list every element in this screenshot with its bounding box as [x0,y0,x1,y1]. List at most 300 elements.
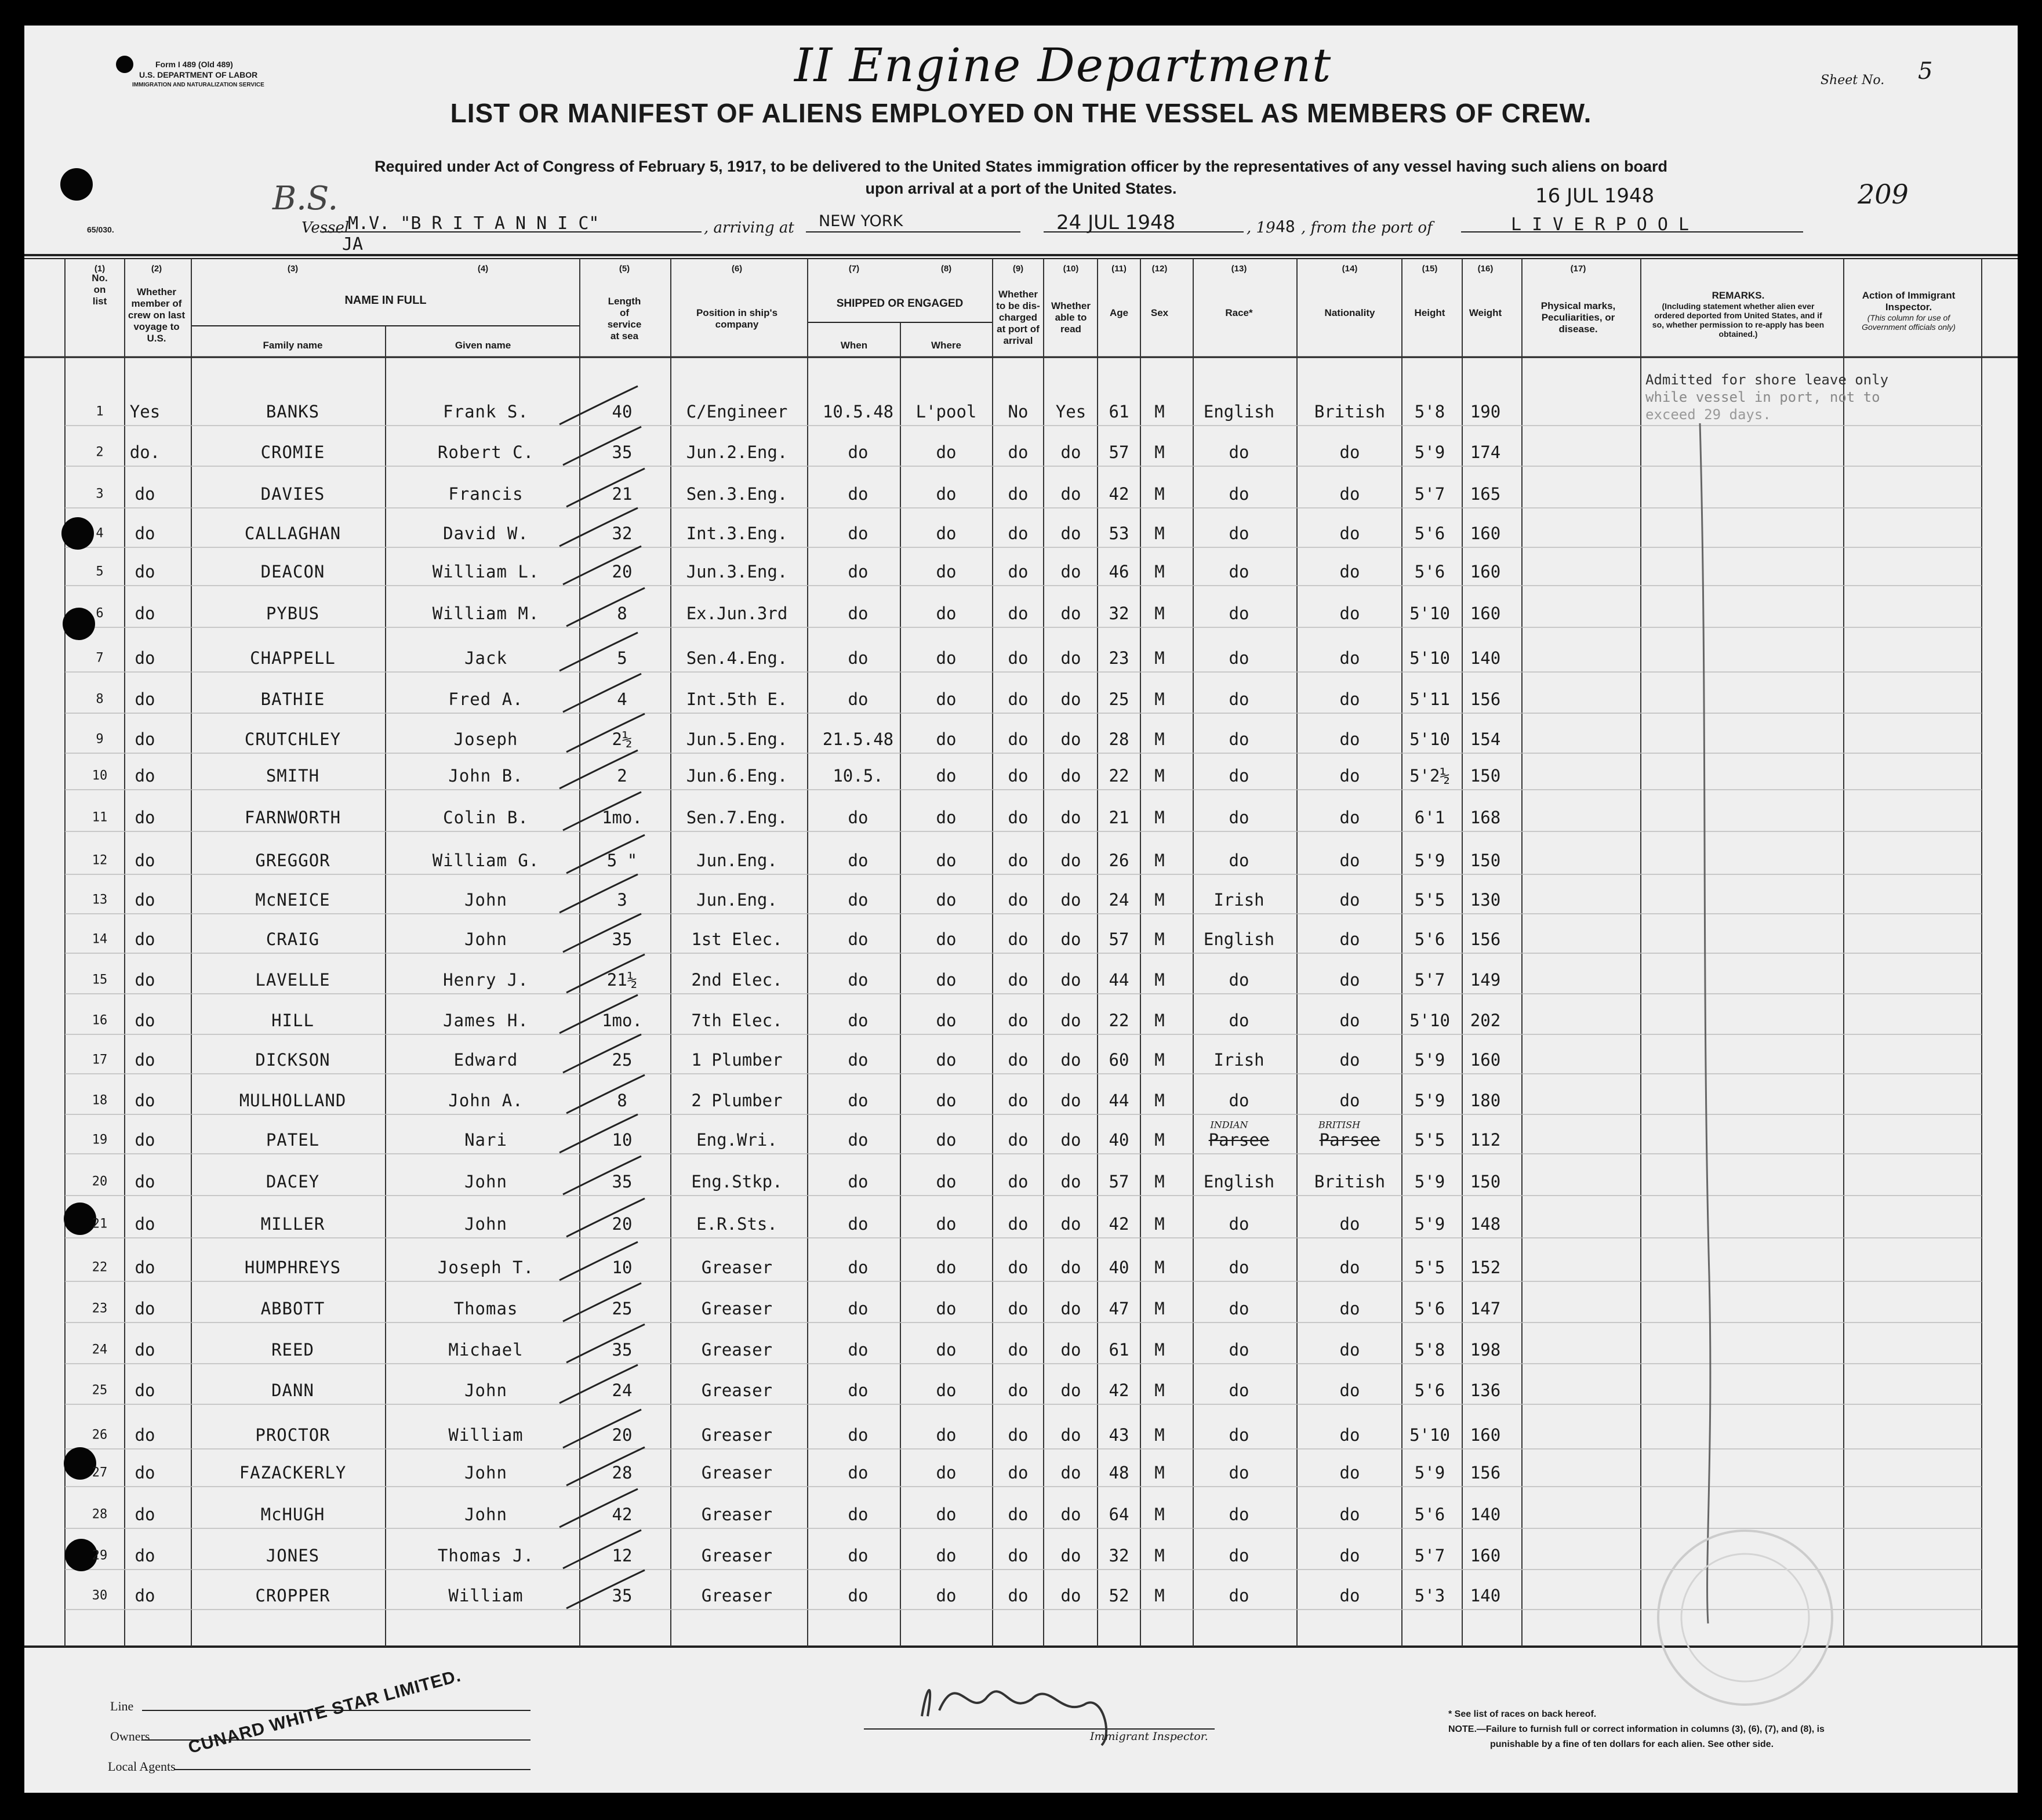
row-family-name: CRUTCHLEY [244,729,341,749]
row-sex: M [1154,729,1165,749]
row-family-name: McHUGH [260,1505,325,1524]
row-position: E.R.Sts. [696,1214,777,1234]
row-family-name: PROCTOR [255,1425,330,1445]
row-race: do [1229,562,1249,582]
row-able-to-read: do [1060,1381,1081,1400]
column-number: (9) [1012,264,1024,274]
row-number: 23 [92,1301,108,1316]
row-able-to-read: do [1060,648,1081,668]
row-position: 2 Plumber [691,1091,783,1110]
row-given-name: Colin B. [443,808,529,827]
row-nationality: do [1339,442,1360,462]
row-height: 5'9 [1414,442,1445,462]
row-number: 28 [92,1507,108,1522]
row-given-name: William M. [432,604,540,623]
row-nationality: do [1339,1340,1360,1360]
column-number: (15) [1422,264,1438,274]
row-nationality: do [1339,1463,1360,1483]
row-weight: 130 [1470,890,1501,910]
row-sex: M [1154,1299,1165,1318]
row-nationality: do [1339,766,1360,786]
column-number: (13) [1231,264,1247,274]
row-member: do [135,1381,155,1400]
row-height: 5'9 [1414,1172,1445,1191]
row-length-service: 28 [612,1463,633,1483]
manifest-subtitle-2: upon arrival at a port of the United States. [865,180,1177,197]
row-length-service: 5 " [606,851,638,870]
row-position: Greaser [701,1586,773,1605]
row-sex: M [1154,851,1165,870]
header-race: Race* [1225,307,1253,318]
header-age: Age [1109,307,1129,318]
row-discharged: do [1008,1172,1029,1191]
row-discharged: do [1008,1214,1029,1234]
row-given-name: John [464,1381,507,1400]
row-number: 27 [92,1465,108,1480]
row-when: do [848,689,869,709]
row-race: do [1229,1299,1249,1318]
row-member: do [135,689,155,709]
row-number: 16 [92,1013,108,1028]
row-discharged: do [1008,729,1029,749]
row-given-name: Fred A. [448,689,524,709]
row-member: do [135,562,155,582]
row-when: do [848,970,869,990]
row-age: 48 [1109,1463,1129,1483]
row-weight: 150 [1470,851,1501,870]
row-age: 60 [1109,1050,1129,1070]
row-height: 5'6 [1414,524,1445,543]
header-no: No. on list [92,273,108,307]
row-member: do [135,484,155,504]
row-able-to-read: do [1060,1091,1081,1110]
row-weight: 198 [1470,1340,1501,1360]
row-family-name: JONES [266,1546,320,1565]
row-member: do [135,1050,155,1070]
row-number: 21 [92,1216,108,1232]
row-where: do [936,484,957,504]
row-number: 3 [96,486,104,502]
row-able-to-read: Yes [1055,402,1087,422]
row-discharged: No [1008,402,1029,422]
row-where: do [936,970,957,990]
row-sex: M [1154,1258,1165,1277]
header-shipped: SHIPPED OR ENGAGED [836,297,964,310]
row-when: do [848,1130,869,1150]
row-length-service: 4 [617,689,627,709]
row-family-name: CROPPER [255,1586,330,1605]
row-able-to-read: do [1060,1340,1081,1360]
footer-agents-label: Local Agents [108,1759,176,1774]
row-height: 5'6 [1414,1299,1445,1318]
row-height: 5'8 [1414,402,1445,422]
row-position: Int.5th E. [686,689,788,709]
row-member: do [135,1463,155,1483]
row-height: 5'7 [1414,970,1445,990]
row-length-service: 40 [612,402,633,422]
remarks-text [1645,371,1888,423]
manifest-title: LIST OR MANIFEST OF ALIENS EMPLOYED ON THE VESSEL AS MEMBERS OF CREW. [450,98,1592,128]
row-weight: 160 [1470,562,1501,582]
row-position: Greaser [701,1340,773,1360]
row-member: Yes [129,402,161,422]
row-when: do [848,1091,869,1110]
header-where: Where [931,340,961,351]
row-given-name: David W. [443,524,529,543]
column-number: (8) [940,264,952,274]
row-weight: 150 [1470,766,1501,786]
row-weight: 148 [1470,1214,1501,1234]
row-member: do [135,851,155,870]
row-able-to-read: do [1060,1050,1081,1070]
row-when: do [848,604,869,623]
row-when: do [848,1299,869,1318]
column-number: (6) [731,264,743,274]
row-discharged: do [1008,851,1029,870]
row-discharged: do [1008,562,1029,582]
row-where: do [936,1299,957,1318]
row-race: Parsee [1208,1130,1270,1150]
remarks-line-3: exceed 29 days. [1645,406,1771,423]
header-read: Whether able to read [1051,300,1091,335]
row-when: do [848,1214,869,1234]
row-discharged: do [1008,808,1029,827]
header-weight: Weight [1469,307,1502,318]
row-position: 1st Elec. [691,929,783,949]
row-race: Irish [1213,1050,1265,1070]
punch-hole [64,1447,96,1480]
row-length-service: 35 [612,442,633,462]
row-where: do [936,1463,957,1483]
row-discharged: do [1008,1050,1029,1070]
punch-hole [116,56,133,73]
row-when: do [848,1340,869,1360]
column-number: (3) [287,264,299,274]
row-discharged: do [1008,1340,1029,1360]
row-family-name: BATHIE [260,689,325,709]
row-age: 42 [1109,1214,1129,1234]
row-age: 61 [1109,402,1129,422]
row-length-service: 2½ [612,729,633,749]
row-position: Greaser [701,1425,773,1445]
row-able-to-read: do [1060,562,1081,582]
row-discharged: do [1008,524,1029,543]
row-height: 5'2½ [1409,766,1450,786]
row-able-to-read: do [1060,1214,1081,1234]
row-weight: 202 [1470,1011,1501,1030]
date-stamp: 16 JUL 1948 [1535,184,1655,208]
row-height: 5'9 [1414,1091,1445,1110]
sheet-label: Sheet No. [1821,73,1885,88]
row-position: Ex.Jun.3rd [686,604,788,623]
row-height: 6'1 [1414,808,1445,827]
row-where: do [936,1091,957,1110]
row-number: 24 [92,1342,108,1357]
row-where: do [936,1340,957,1360]
row-position: Greaser [701,1381,773,1400]
row-given-name: Francis [448,484,524,504]
row-member: do [135,766,155,786]
row-length-service: 20 [612,562,633,582]
header-when: When [840,340,868,351]
row-given-name: John [464,929,507,949]
vessel-ja: JA [342,234,364,255]
row-weight: 156 [1470,689,1501,709]
row-weight: 174 [1470,442,1501,462]
row-number: 5 [96,564,104,579]
row-when: do [848,1425,869,1445]
check-slash [566,588,645,626]
row-family-name: DEACON [260,562,325,582]
row-height: 5'9 [1414,851,1445,870]
check-slash [566,1075,645,1113]
note-races: * See list of races on back hereof. [1448,1709,1597,1719]
row-sex: M [1154,1586,1165,1605]
row-discharged: do [1008,1546,1029,1565]
row-when: do [848,442,869,462]
row-family-name: DAVIES [260,484,325,504]
row-nationality: do [1339,1214,1360,1234]
row-age: 44 [1109,1091,1129,1110]
row-where: do [936,1172,957,1191]
row-nationality: do [1339,1381,1360,1400]
row-height: 5'7 [1414,484,1445,504]
row-length-service: 3 [617,890,627,910]
column-number: (14) [1342,264,1358,274]
row-length-service: 8 [617,1091,627,1110]
row-where: do [936,648,957,668]
row-given-name: William L. [432,562,540,582]
row-able-to-read: do [1060,970,1081,990]
row-member: do [135,1130,155,1150]
row-where: do [936,1546,957,1565]
action-note: (This column for use of Government officials only) [1862,313,1956,332]
row-given-name: John A. [448,1091,524,1110]
row-discharged: do [1008,1586,1029,1605]
row-length-service: 32 [612,524,633,543]
row-nationality: do [1339,562,1360,582]
row-where: L'pool [915,402,977,422]
row-number: 10 [92,768,108,783]
row-race: do [1229,1546,1249,1565]
row-position: Jun.6.Eng. [686,766,788,786]
row-number: 4 [96,526,104,541]
row-family-name: PYBUS [266,604,320,623]
row-when: do [848,1586,869,1605]
row-given-name: John [464,1463,507,1483]
row-discharged: do [1008,442,1029,462]
row-weight: 160 [1470,1050,1501,1070]
check-slash [566,714,645,752]
row-race: do [1229,1011,1249,1030]
row-given-name: William G. [432,851,540,870]
row-race: do [1229,1463,1249,1483]
row-where: do [936,1586,957,1605]
row-given-name: John [464,1172,507,1191]
row-position: Jun.2.Eng. [686,442,788,462]
row-able-to-read: do [1060,808,1081,827]
remarks-title: REMARKS. [1712,290,1765,301]
row-height: 5'9 [1414,1050,1445,1070]
row-race: do [1229,1258,1249,1277]
row-family-name: GREGGOR [255,851,330,870]
row-weight: 150 [1470,1172,1501,1191]
row-nationality: do [1339,729,1360,749]
row-height: 5'8 [1414,1340,1445,1360]
row-nationality: do [1339,851,1360,870]
header-name: NAME IN FULL [344,294,427,307]
row-height: 5'11 [1409,689,1450,709]
page-number: 209 [1858,179,1909,210]
row-age: 24 [1109,890,1129,910]
action-title: Action of Immigrant Inspector. [1862,290,1956,313]
row-age: 57 [1109,929,1129,949]
header-given: Given name [455,340,511,351]
row-sex: M [1154,1172,1165,1191]
row-race: do [1229,1425,1249,1445]
row-race: do [1229,1091,1249,1110]
row-sex: M [1154,648,1165,668]
row-sex: M [1154,524,1165,543]
row-weight: 140 [1470,1505,1501,1524]
section-handwritten: II Engine Department [794,38,1332,92]
row-position: Jun.Eng. [696,890,777,910]
arriving-label: , arriving at [704,219,794,237]
handwritten-mark: B.S. [272,180,339,217]
row-when: do [848,1381,869,1400]
row-race: do [1229,1381,1249,1400]
row-race: do [1229,442,1249,462]
row-family-name: ABBOTT [260,1299,325,1318]
row-age: 22 [1109,766,1129,786]
row-family-name: CHAPPELL [250,648,336,668]
row-able-to-read: do [1060,890,1081,910]
row-given-name: John [464,1214,507,1234]
row-discharged: do [1008,766,1029,786]
agent-stamp: CUNARD WHITE STAR LIMITED. [186,1666,463,1758]
header-discharged: Whether to be dis-charged at port of arrival [996,289,1040,346]
row-given-name: William [448,1425,524,1445]
row-length-service: 20 [612,1425,633,1445]
row-weight: 112 [1470,1130,1501,1150]
row-family-name: FARNWORTH [244,808,341,827]
footer-line-label: Line [110,1699,134,1713]
header-remarks [1651,290,1825,339]
row-age: 43 [1109,1425,1129,1445]
row-family-name: DICKSON [255,1050,330,1070]
header-member: Whether member of crew on last voyage to U.S. [128,286,186,344]
row-given-name: John [464,890,507,910]
row-number: 19 [92,1132,108,1147]
row-position: Sen.3.Eng. [686,484,788,504]
row-weight: 156 [1470,929,1501,949]
column-number: (5) [619,264,630,274]
row-weight: 152 [1470,1258,1501,1277]
row-able-to-read: do [1060,1505,1081,1524]
row-nationality: do [1339,1546,1360,1565]
row-number: 14 [92,932,108,947]
row-given-name: Nari [464,1130,507,1150]
row-discharged: do [1008,648,1029,668]
column-number: (16) [1477,264,1494,274]
header-nationality: Nationality [1324,307,1375,318]
row-position: Eng.Stkp. [691,1172,783,1191]
row-when: do [848,808,869,827]
row-given-name: Jack [464,648,507,668]
row-number: 7 [96,651,104,666]
row-member: do [135,1586,155,1605]
row-race: do [1229,729,1249,749]
row-weight: 140 [1470,1586,1501,1605]
row-age: 52 [1109,1586,1129,1605]
row-member: do [135,1505,155,1524]
row-length-service: 20 [612,1214,633,1234]
row-where: do [936,851,957,870]
row-position: Greaser [701,1258,773,1277]
row-given-name: Joseph [453,729,518,749]
footer-notes [1448,1707,1825,1752]
row-member: do [135,604,155,623]
row-discharged: do [1008,1505,1029,1524]
row-discharged: do [1008,890,1029,910]
from-port: L I V E R P O O L [1511,215,1689,235]
row-sex: M [1154,402,1165,422]
row-discharged: do [1008,604,1029,623]
row-nationality: do [1339,689,1360,709]
row-sex: M [1154,1340,1165,1360]
row-position: Greaser [701,1546,773,1565]
row-number: 1 [96,404,104,419]
row-discharged: do [1008,970,1029,990]
row-age: 22 [1109,1011,1129,1030]
row-race: do [1229,1505,1249,1524]
row-given-name: Michael [448,1340,524,1360]
footer-owners-label: Owners [110,1729,150,1743]
row-nationality: do [1339,648,1360,668]
row-when: do [848,648,869,668]
row-race: do [1229,808,1249,827]
row-race-correction: INDIAN [1210,1119,1248,1131]
row-where: do [936,1011,957,1030]
row-where: do [936,890,957,910]
row-length-service: 1mo. [602,1011,642,1030]
row-discharged: do [1008,1091,1029,1110]
row-length-service: 25 [612,1050,633,1070]
column-number: (17) [1570,264,1586,274]
row-position: Greaser [701,1299,773,1318]
row-member: do [135,1425,155,1445]
row-when: do [848,929,869,949]
row-sex: M [1154,1381,1165,1400]
row-sex: M [1154,808,1165,827]
row-member: do [135,524,155,543]
row-height: 5'10 [1409,648,1450,668]
row-height: 5'5 [1414,1130,1445,1150]
row-nationality: do [1339,1011,1360,1030]
row-height: 5'5 [1414,1258,1445,1277]
row-nationality: British [1314,402,1386,422]
row-number: 13 [92,892,108,907]
row-height: 5'9 [1414,1214,1445,1234]
row-where: do [936,1050,957,1070]
header-family: Family name [263,340,323,351]
row-age: 26 [1109,851,1129,870]
row-length-service: 12 [612,1546,633,1565]
row-family-name: LAVELLE [255,970,330,990]
row-family-name: PATEL [266,1130,320,1150]
row-when: 10.5. [833,766,884,786]
row-length-service: 35 [612,1586,633,1605]
